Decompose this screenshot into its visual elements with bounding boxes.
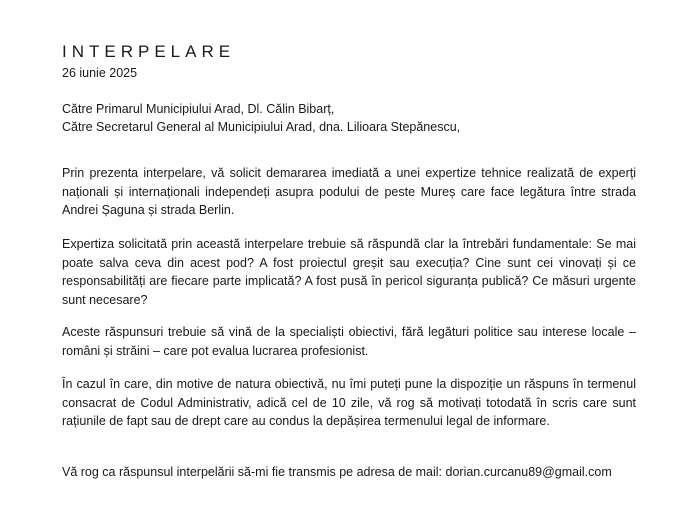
paragraph-request: Prin prezenta interpelare, vă solicit demararea imediată a unei expertize tehnice realizată de experți naționali și internaționali independeți asupra podului de peste Mureș care face legătura între strada Andrei Șaguna și strada Berlin. [62, 166, 636, 217]
recipient-secretary: Către Secretarul General al Municipiului Arad, dna. Lilioara Stepănescu, [62, 120, 461, 134]
paragraph-deadline: În cazul în care, din motive de natura obiectivă, nu îmi puteți pune la dispoziție un răspuns în termenul consacrat de Codul Administrativ, adică cel de 10 zile, vă rog să motivați totodată în scris care sunt rațiunile de fapt sau de drept care au condus la depășirea termenului legal de informare. [62, 377, 636, 428]
document-date: 26 iunie 2025 [62, 66, 138, 80]
paragraph-questions: Expertiza solicitată prin această interpelare trebuie să răspundă clar la întrebări fundamentale: Se mai poate salva ceva din acest pod? A fost proiectul greșit sau execuția? Cine sunt cei vinovați și ce responsabilități are fiecare parte implicată? A fost pusă în pericol siguranța publică? Ce măsuri urgente sunt necesare? [62, 237, 636, 307]
paragraph-contact: Vă rog ca răspunsul interpelării să-mi fie transmis pe adresa de mail: dorian.curcanu89@gmail.com [62, 465, 612, 479]
paragraph-specialists: Aceste răspunsuri trebuie să vină de la specialiști obiectivi, fără legături politice sau interese locale – români și străini – care pot evalua lucrarea profesionist. [62, 325, 636, 358]
recipient-mayor: Către Primarul Municipiului Arad, Dl. Călin Bibarț, [62, 102, 335, 116]
document-title: INTERPELARE [62, 42, 236, 61]
recipients-block [62, 100, 460, 136]
